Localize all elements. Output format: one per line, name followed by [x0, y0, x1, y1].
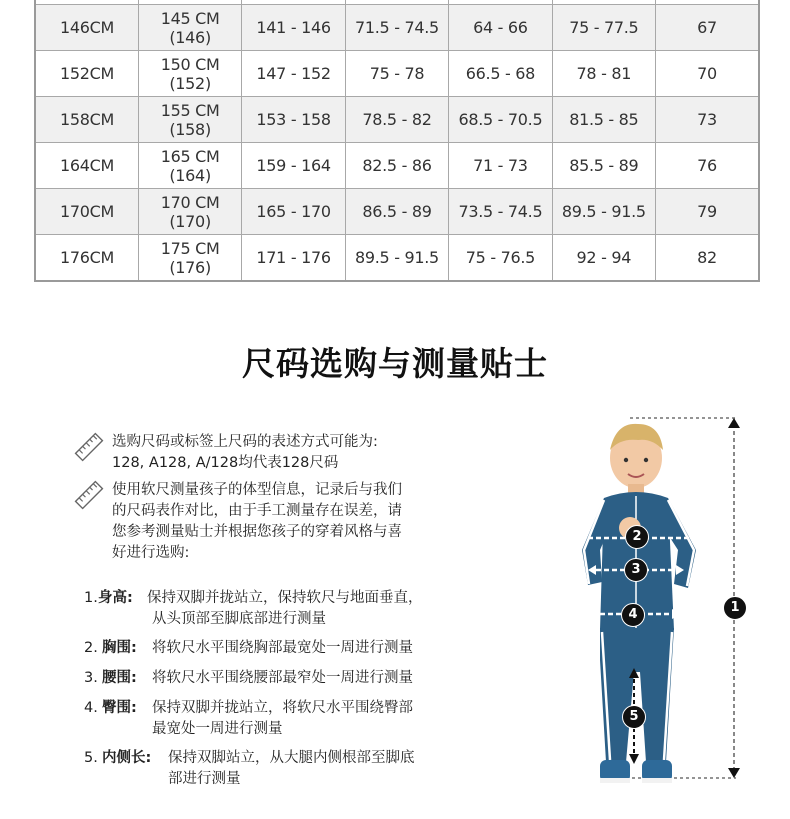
table-row [35, 235, 759, 282]
step-term: 臀围: [102, 700, 137, 716]
tip-measure-advice [74, 480, 444, 564]
table-cell: 159 - 164 [242, 143, 345, 189]
table-cell: 71 - 73 [449, 143, 552, 189]
tip-label-format [74, 432, 444, 474]
table-row [35, 189, 759, 235]
marker-hip: 4 [621, 603, 645, 627]
table-cell: 78 - 81 [552, 51, 655, 97]
marker-height: 1 [723, 596, 747, 620]
table-cell: 89.5 - 91.5 [345, 235, 448, 282]
table-cell: 147 - 152 [242, 51, 345, 97]
step-desc: 保持双脚并拢站立，保持软尺与地面垂直， [147, 590, 423, 606]
tip-text-line: 128, A128, A/128均代表128尺码 [112, 455, 339, 471]
table-cell: 75 - 78 [345, 51, 448, 97]
table-cell: 175 CM (176) [138, 235, 241, 282]
table-cell: 75 - 77.5 [552, 5, 655, 51]
table-cell: 152CM [35, 51, 138, 97]
table-cell: 170 CM (170) [138, 189, 241, 235]
marker-inseam: 5 [622, 705, 646, 729]
table-cell: 146CM [35, 5, 138, 51]
tip-text-line: 选购尺码或标签上尺码的表述方式可能为: [112, 434, 378, 450]
step-number: 1. [84, 590, 98, 606]
table-cell: 85.5 - 89 [552, 143, 655, 189]
table-row [35, 51, 759, 97]
table-cell: 170CM [35, 189, 138, 235]
table-cell: 86.5 - 89 [345, 189, 448, 235]
step-number: 2. [84, 640, 98, 656]
table-cell: 71.5 - 74.5 [345, 5, 448, 51]
step-desc: 将软尺水平围绕胸部最宽处一周进行测量 [152, 640, 413, 656]
table-cell: 150 CM (152) [138, 51, 241, 97]
table-cell: 164CM [35, 143, 138, 189]
table-cell: 176CM [35, 235, 138, 282]
step-desc: 最宽处一周进行测量 [152, 721, 283, 737]
table-cell: 64 - 66 [449, 5, 552, 51]
child-figure-illustration [560, 410, 790, 810]
table-cell: 89.5 - 91.5 [552, 189, 655, 235]
table-cell: 141 - 146 [242, 5, 345, 51]
step-desc: 保持双脚并拢站立，将软尺水平围绕臀部 [152, 700, 413, 716]
step-desc: 部进行测量 [168, 771, 241, 787]
ruler-icon [74, 432, 104, 462]
step-number: 4. [84, 700, 98, 716]
table-row [35, 97, 759, 143]
table-cell: 68.5 - 70.5 [449, 97, 552, 143]
table-cell: 73.5 - 74.5 [449, 189, 552, 235]
table-cell: 79 [656, 189, 759, 235]
table-cell: 165 CM (164) [138, 143, 241, 189]
marker-chest: 2 [625, 525, 649, 549]
table-cell: 92 - 94 [552, 235, 655, 282]
tip-text-line: 好进行选购: [112, 545, 190, 561]
ruler-icon [74, 480, 104, 510]
step-desc: 将软尺水平围绕腰部最窄处一周进行测量 [152, 670, 413, 686]
table-row [35, 143, 759, 189]
tip-text-line: 您参考测量贴士并根据您孩子的穿着风格与喜 [112, 524, 402, 540]
step-term: 身高: [98, 590, 133, 606]
table-cell: 155 CM (158) [138, 97, 241, 143]
table-cell: 76 [656, 143, 759, 189]
tip-text-line: 的尺码表作对比，由于手工测量存在误差，请 [112, 503, 402, 519]
table-cell: 78.5 - 82 [345, 97, 448, 143]
guide-title: 尺码选购与测量贴士 [242, 344, 548, 383]
tip-text-line: 使用软尺测量孩子的体型信息，记录后与我们 [112, 482, 402, 498]
table-cell: 82 [656, 235, 759, 282]
step-number: 5. [84, 750, 98, 766]
table-cell: 73 [656, 97, 759, 143]
table-cell: 158CM [35, 97, 138, 143]
step-number: 3. [84, 670, 98, 686]
table-cell: 66.5 - 68 [449, 51, 552, 97]
table-cell: 171 - 176 [242, 235, 345, 282]
table-cell: 82.5 - 86 [345, 143, 448, 189]
size-chart-table [34, 0, 760, 282]
step-desc: 保持双脚站立，从大腿内侧根部至脚底 [168, 750, 415, 766]
table-cell: 81.5 - 85 [552, 97, 655, 143]
table-cell: 75 - 76.5 [449, 235, 552, 282]
table-cell: 67 [656, 5, 759, 51]
step-term: 胸围: [102, 640, 137, 656]
table-cell: 145 CM (146) [138, 5, 241, 51]
table-cell: 70 [656, 51, 759, 97]
step-term: 内侧长: [102, 750, 152, 766]
child-measurement-figure [560, 410, 790, 810]
table-cell: 153 - 158 [242, 97, 345, 143]
table-row [35, 5, 759, 51]
step-term: 腰围: [102, 670, 137, 686]
marker-waist: 3 [624, 558, 648, 582]
step-desc: 从头顶部至脚底部进行测量 [152, 611, 326, 627]
table-cell: 165 - 170 [242, 189, 345, 235]
